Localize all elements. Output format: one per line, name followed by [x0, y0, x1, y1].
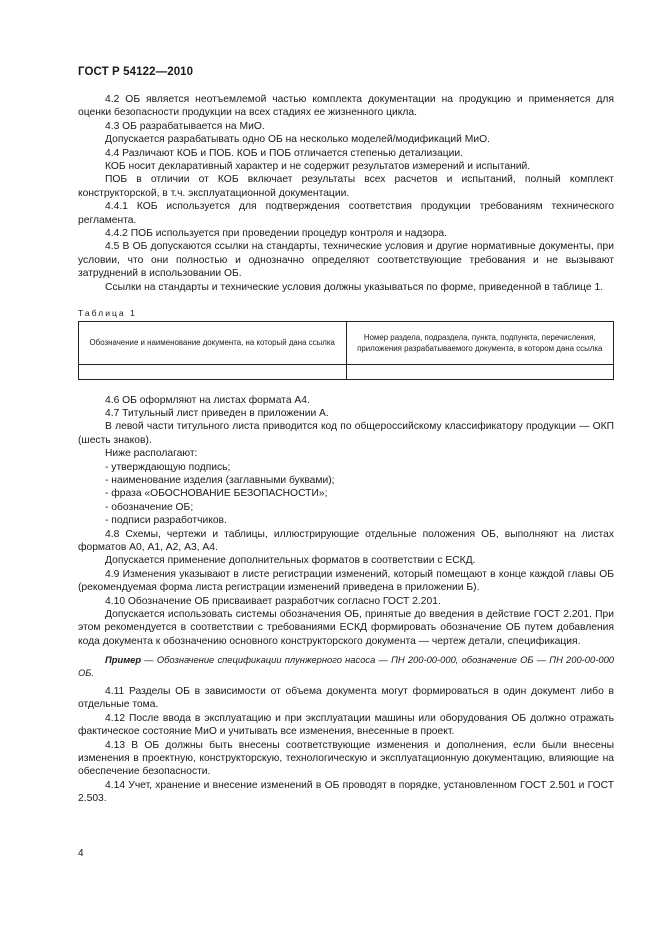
paragraph: Ниже располагают: — [105, 448, 198, 460]
paragraph: Допускается использовать системы обозначения ОБ, принятые до введения в действие ГОСТ 2.201. При этом рекомендуется в соответствии с требованиями ЕСКД формировать обозначение ОБ путем добавления кода документа к обозначению основного конструкторского документа — чертеж детали, спецификация. — [78, 609, 614, 647]
example-text: — Обозначение спецификации плунжерного насоса — ПН 200-00-000, обозначение ОБ — ПН 200-00-000 ОБ. — [78, 654, 614, 678]
paragraph: 4.13 В ОБ должны быть внесены соответствующие изменения и дополнения, если были внесены изменения в проектную, конструкторскую, технологическую и эксплуатационную документацию, влияющие на обеспечение безопасности. — [78, 739, 614, 778]
spacer — [78, 294, 614, 307]
paragraph: Допускается разрабатывать одно ОБ на несколько моделей/модификаций МиО. — [105, 134, 490, 146]
reference-table — [78, 321, 614, 380]
paragraph: 4.6 ОБ оформляют на листах формата А4. — [105, 394, 310, 406]
table-cell — [346, 364, 614, 379]
paragraph: 4.10 Обозначение ОБ присваивает разработчик согласно ГОСТ 2.201. — [105, 595, 441, 607]
list-item: - подписи разработчиков. — [105, 515, 227, 527]
paragraph: 4.7 Титульный лист приведен в приложении А. — [105, 407, 329, 419]
table-row — [79, 364, 614, 379]
paragraph: 4.5 В ОБ допускаются ссылки на стандарты, технические условия и другие нормативные документы, при условии, что они полностью и однозначно определяют соответствующие требования и не вызывают затруднений в использовании ОБ. — [78, 241, 614, 280]
example-note — [78, 654, 614, 679]
paragraph: КОБ носит декларативный характер и не содержит результатов измерений и испытаний. — [105, 161, 531, 173]
paragraph: Ссылки на стандарты и технические условия должны указываться по форме, приведенной в таблице 1. — [105, 281, 604, 293]
paragraph: 4.2 ОБ является неотъемлемой частью комплекта документации на продукцию и применяется для оценки безопасности продукции на всех стадиях ее жизненного цикла. — [78, 94, 614, 119]
list-item: - фраза «ОБОСНОВАНИЕ БЕЗОПАСНОСТИ»; — [105, 488, 328, 500]
paragraph: 4.4.2 ПОБ используется при проведении процедур контроля и надзора. — [105, 228, 447, 240]
list-item: - утверждающую подпись; — [105, 461, 231, 473]
paragraph: 4.11 Разделы ОБ в зависимости от объема документа могут формироваться в один документ либо в отдельные тома. — [78, 686, 614, 711]
table-header-cell: Обозначение и наименование документа, на который дана ссылка — [79, 321, 347, 364]
paragraph: 4.4.1 КОБ используется для подтверждения соответствия продукции требованиям технического регламента. — [78, 201, 614, 226]
list-item: - обозначение ОБ; — [105, 501, 194, 513]
paragraph: Допускается применение дополнительных форматов в соответствии с ЕСКД. — [105, 555, 476, 567]
page-content — [78, 93, 614, 806]
table-header-row — [79, 321, 614, 364]
page-number: 4 — [78, 848, 84, 859]
paragraph: В левой части титульного листа приводится код по общероссийскому классификатору продукции — ОКП (шесть знаков). — [78, 421, 614, 446]
paragraph: ПОБ в отличии от КОБ включает результаты всех расчетов и испытаний, полный комплект конструкторской, в т.ч. эксплуатационной документации. — [78, 174, 614, 199]
paragraph: 4.12 После ввода в эксплуатацию и при эксплуатации машины или оборудования ОБ должно отражать фактическое состояние МиО и учитывать все изменения, внесенные в проект. — [78, 712, 614, 738]
example-label: Пример — [105, 654, 142, 666]
paragraph: 4.4 Различают КОБ и ПОБ. КОБ и ПОБ отличается степенью детализации. — [105, 147, 464, 159]
paragraph: 4.9 Изменения указывают в листе регистрации изменений, который помещают в конце каждой главы ОБ (рекомендуемая форма листа регистрации изменений приведена в приложении Б). — [78, 568, 614, 594]
table-cell — [79, 364, 347, 379]
document-code-header: ГОСТ Р 54122—2010 — [78, 66, 194, 78]
paragraph: 4.3 ОБ разрабатывается на МиО. — [105, 120, 265, 132]
table-header-cell: Номер раздела, подраздела, пункта, подпункта, перечисления, приложения разрабатываемого документа, в котором дана ссылка — [346, 321, 614, 364]
list-item: - наименование изделия (заглавными буквами); — [105, 474, 335, 486]
paragraph: 4.14 Учет, хранение и внесение изменений в ОБ проводят в порядке, установленном ГОСТ 2.501 и ГОСТ 2.503. — [78, 779, 614, 805]
table-caption: Таблица 1 — [78, 308, 137, 319]
paragraph: 4.8 Схемы, чертежи и таблицы, иллюстрирующие отдельные положения ОБ, выполняют на листах форматов А0, А1, А2, А3, А4. — [78, 528, 614, 553]
